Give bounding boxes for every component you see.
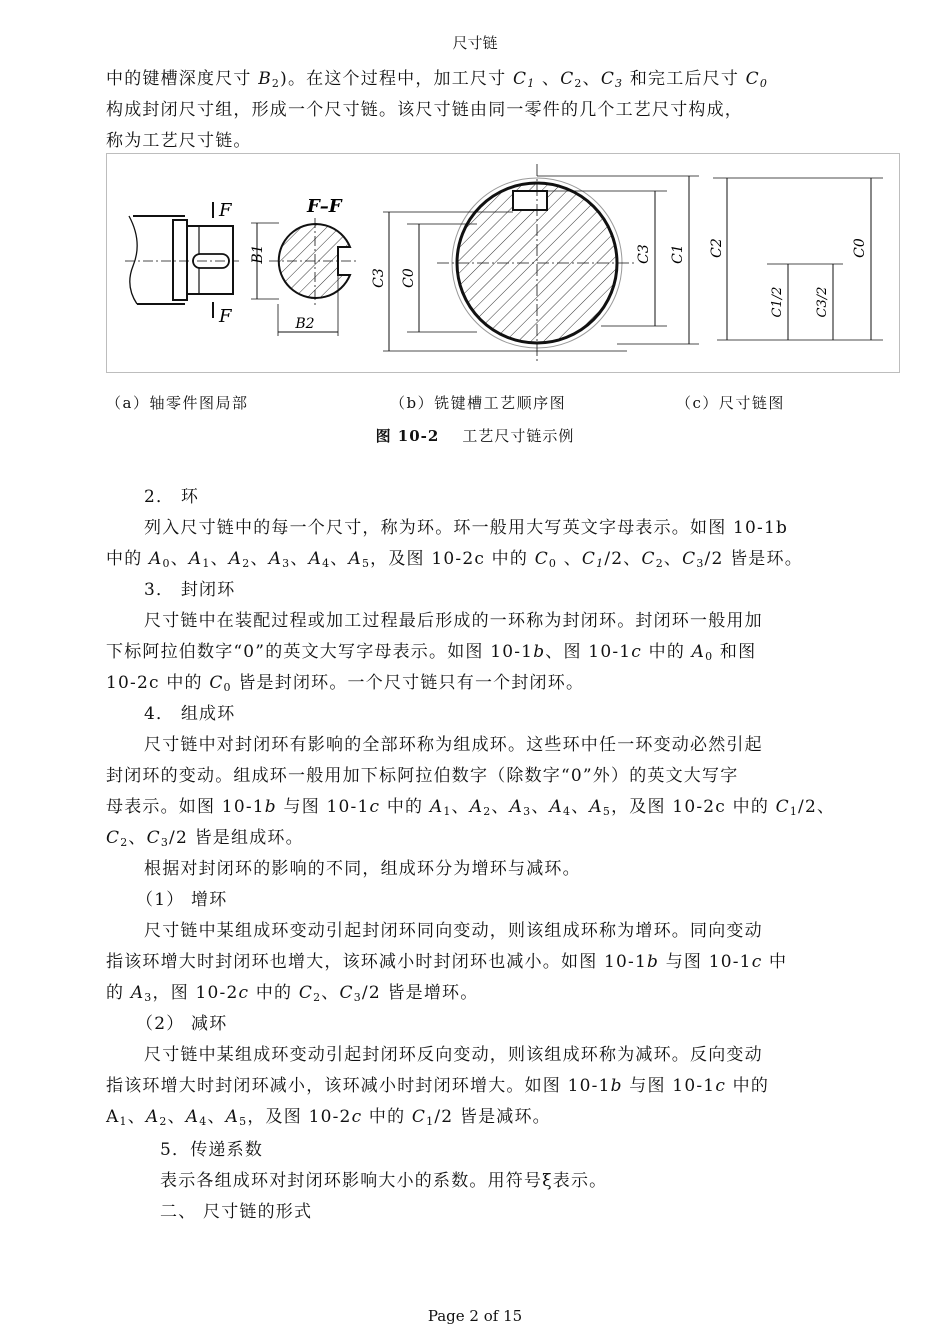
dim-c0: C0	[852, 238, 868, 258]
dec-para-line-1: 尺寸链中某组成环变动引起封闭环反向变动，则该组成环称为减环。反向变动	[144, 1045, 763, 1065]
inc-para-line-3: 的 $A_3$，图 10-2c 中的 $C_2$、$C_3/2$ 皆是增环。	[106, 983, 479, 1004]
dim-b1: B1	[250, 244, 266, 264]
ring-para-line-1: 列入尺寸链中的每一个尺寸，称为环。环一般用大写英文字母表示。如图 10-1b	[144, 518, 789, 538]
component-para-line-4: $C_2$、$C_3/2$ 皆是组成环。	[106, 828, 304, 849]
dim-c2: C2	[709, 238, 725, 258]
closing-para-line-1: 尺寸链中在装配过程或加工过程最后形成的一环称为封闭环。封闭环一般用加	[144, 611, 763, 631]
section-title: F–F	[307, 196, 342, 217]
page-footer: Page 2 of 15	[427, 1307, 523, 1325]
dim-c3-right: C3	[636, 244, 652, 264]
heading-closing-ring: 3． 封闭环	[144, 580, 236, 600]
component-para-line-2: 封闭环的变动。组成环一般用加下标阿拉伯数字（除数字“0”外）的英文大写字	[106, 766, 739, 786]
heading-chain-forms: 二、 尺寸链的形式	[160, 1202, 313, 1222]
section-mark-bottom: F	[219, 306, 232, 327]
closing-para-line-2: 下标阿拉伯数字“0”的英文大写字母表示。如图 10-1b、图 10-1c 中的 $A_0$ 和图	[106, 642, 757, 663]
component-para-line-1: 尺寸链中对封闭环有影响的全部环称为组成环。这些环中任一环变动必然引起	[144, 735, 763, 755]
section-mark-top: F	[219, 200, 232, 221]
closing-para-line-3: 10-2c 中的 $C_0$ 皆是封闭环。一个尺寸链只有一个封闭环。	[106, 673, 585, 694]
dim-c0-left: C0	[401, 268, 417, 288]
intro-line-2: 构成封闭尺寸组，形成一个尺寸链。该尺寸链由同一零件的几个工艺尺寸构成，	[106, 100, 743, 120]
heading-increasing-ring: （1） 增环	[136, 890, 228, 910]
heading-ring: 2． 环	[144, 487, 200, 507]
keyway-milling-view	[371, 164, 699, 364]
caption-c: （c）尺寸链图	[676, 394, 785, 412]
dim-c1: C1	[670, 244, 686, 264]
dim-c3-half: C3/2	[815, 286, 830, 318]
inc-para-line-1: 尺寸链中某组成环变动引起封闭环同向变动，则该组成环称为增环。同向变动	[144, 921, 763, 941]
heading-decreasing-ring: （2） 减环	[136, 1014, 228, 1034]
inc-para-line-2: 指该环增大时封闭环也增大，该环减小时封闭环也减小。如图 10-1b 与图 10-1c 中	[106, 952, 788, 972]
figure-drawing	[107, 154, 899, 372]
shaft-part-view	[125, 200, 239, 327]
transfer-para: 表示各组成环对封闭环影响大小的系数。用符号ξ表示。	[160, 1171, 608, 1191]
ring-para-line-2: 中的 $A_0$、$A_1$、$A_2$、$A_3$、$A_4$、$A_5$，及图 10-2c 中的 $C_0$ 、$C_1/2$、$C_2$、$C_3/2$ 皆是环。	[106, 549, 803, 570]
dim-b2: B2	[295, 316, 315, 332]
heading-component-ring: 4． 组成环	[144, 704, 236, 724]
figure-10-2	[106, 153, 900, 373]
intro-line-3: 称为工艺尺寸链。	[106, 131, 252, 151]
dec-para-line-2: 指该环增大时封闭环减小，该环减小时封闭环增大。如图 10-1b 与图 10-1c 中的	[106, 1076, 770, 1096]
dimension-chain-view	[709, 178, 883, 340]
component-para-line-5: 根据对封闭环的影响的不同，组成环分为增环与减环。	[144, 859, 581, 879]
heading-transfer-coefficient: 5．传递系数	[160, 1140, 264, 1160]
figure-title: 图 10-2 工艺尺寸链示例	[375, 427, 575, 445]
component-para-line-3: 母表示。如图 10-1b 与图 10-1c 中的 $A_1$、$A_2$、$A_3$、$A_4$、$A_5$，及图 10-2c 中的 $C_1/2$、	[106, 797, 836, 818]
caption-b: （b）铣键槽工艺顺序图	[390, 394, 567, 412]
caption-a: （a）轴零件图局部	[106, 394, 249, 412]
dec-para-line-3: $A_1$、$A_2$、$A_4$、$A_5$，及图 10-2c 中的 $C_1/2$ 皆是减环。	[106, 1107, 551, 1128]
dim-c3-left: C3	[371, 268, 387, 288]
section-f-f	[250, 196, 359, 336]
dim-c1-half: C1/2	[770, 286, 785, 318]
page-header: 尺寸链	[452, 34, 498, 52]
intro-line-1: 中的键槽深度尺寸 $B_2$)。在这个过程中，加工尺寸 $C_1$ 、$C_2$、$C_3$ 和完工后尺寸 $C_0$	[106, 69, 769, 90]
